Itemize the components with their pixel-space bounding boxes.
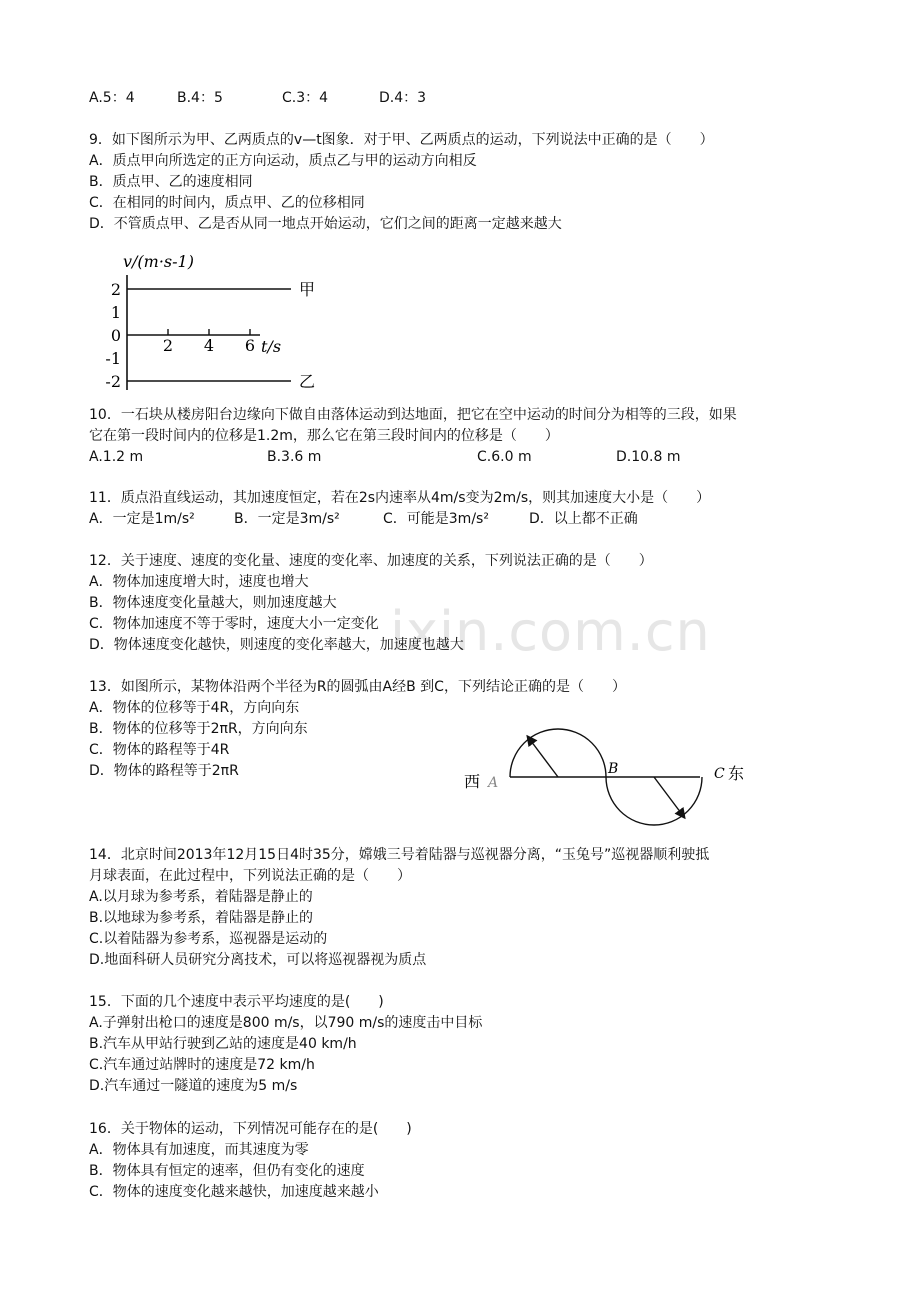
q10-line1: 10．一石块从楼房阳台边缘向下做自由落体运动到达地面，把它在空中运动的时间分为相等的三段，如果 xyxy=(89,407,737,423)
lower-semicircle xyxy=(606,777,702,825)
q10-options xyxy=(89,447,789,467)
arc-figure xyxy=(460,725,760,835)
q13-option-a: A．物体的位移等于4R，方向向东 xyxy=(89,700,300,716)
q13-option-d: D．物体的路程等于2πR xyxy=(89,763,239,779)
x-axis-label: t/s xyxy=(261,337,282,356)
q16-option-a: A．物体具有加速度，而其速度为零 xyxy=(89,1142,309,1158)
y-tick-label: 2 xyxy=(110,280,121,299)
watermark: ixin.com.cn xyxy=(390,600,711,663)
q14-option-c: C.以着陆器为参考系，巡视器是运动的 xyxy=(89,931,328,947)
q10-option-b: B.3.6 m xyxy=(267,449,322,465)
q10-option-a: A.1.2 m xyxy=(89,449,144,465)
upper-semicircle xyxy=(510,729,606,777)
q8-options xyxy=(89,88,649,108)
q13-option-b: B．物体的位移等于2πR，方向向东 xyxy=(89,721,308,737)
q12-stem: 12．关于速度、速度的变化量、速度的变化率、加速度的关系，下列说法正确的是（ ） xyxy=(89,553,653,569)
q11-option-d: D．以上都不正确 xyxy=(529,511,638,527)
q10-option-c: C.6.0 m xyxy=(477,449,532,465)
q11-option-a: A．一定是1m/s² xyxy=(89,511,195,527)
q8-option-d: D.4：3 xyxy=(379,90,427,106)
q9-stem: 9．如下图所示为甲、乙两质点的v—t图象．对于甲、乙两质点的运动，下列说法中正确的是（ ） xyxy=(89,132,714,148)
q14-option-d: D.地面科研人员研究分离技术，可以将巡视器视为质点 xyxy=(89,952,427,968)
q16-option-c: C．物体的速度变化越来越快，加速度越来越小 xyxy=(89,1184,379,1200)
q15-option-c: C.汽车通过站牌时的速度是72 km/h xyxy=(89,1057,315,1073)
q11-options xyxy=(89,509,789,529)
point-a-label: A xyxy=(488,775,499,791)
point-b-label: B xyxy=(608,761,619,777)
q14-line2: 月球表面，在此过程中，下列说法正确的是（ ） xyxy=(89,868,411,884)
q9-option-a: A．质点甲向所选定的正方向运动，质点乙与甲的运动方向相反 xyxy=(89,153,477,169)
q15-option-a: A.子弹射出枪口的速度是800 m/s，以790 m/s的速度击中目标 xyxy=(89,1015,483,1031)
q12-option-d: D．物体速度变化越快，则速度的变化率越大，加速度也越大 xyxy=(89,637,464,653)
q15-option-b: B.汽车从甲站行驶到乙站的速度是40 km/h xyxy=(89,1036,357,1052)
lower-radius-arrow xyxy=(654,777,684,817)
q13-stem: 13．如图所示，某物体沿两个半径为R的圆弧由A经B 到C，下列结论正确的是（ ） xyxy=(89,679,626,695)
q14-option-a: A.以月球为参考系，着陆器是静止的 xyxy=(89,889,313,905)
q16-stem: 16．关于物体的运动，下列情况可能存在的是( ) xyxy=(89,1121,412,1137)
y-tick-label: -1 xyxy=(105,349,121,368)
q14-line1: 14．北京时间2013年12月15日4时35分，嫦娥三号着陆器与巡视器分离，“玉兔号”巡视器顺利驶抵 xyxy=(89,847,710,863)
x-tick-label: 6 xyxy=(244,336,256,355)
q8-option-b: B.4：5 xyxy=(177,90,223,106)
q12-option-b: B．物体速度变化量越大，则加速度越大 xyxy=(89,595,337,611)
q14-option-b: B.以地球为参考系，着陆器是静止的 xyxy=(89,910,314,926)
east-label: 东 xyxy=(728,764,745,783)
q11-option-b: B．一定是3m/s² xyxy=(234,511,340,527)
vt-chart xyxy=(95,245,316,400)
x-tick-label: 4 xyxy=(203,336,215,355)
q15-option-d: D.汽车通过一隧道的速度为5 m/s xyxy=(89,1078,298,1094)
series-label-2: 乙 xyxy=(299,372,316,391)
q10-option-d: D.10.8 m xyxy=(616,449,681,465)
series-label-1: 甲 xyxy=(299,280,316,299)
q12-option-a: A．物体加速度增大时，速度也增大 xyxy=(89,574,309,590)
x-tick-label: 2 xyxy=(162,336,174,355)
q11-option-c: C．可能是3m/s² xyxy=(383,511,489,527)
q10-line2: 它在第一段时间内的位移是1.2m，那么它在第三段时间内的位移是（ ） xyxy=(89,428,559,444)
q11-stem: 11．质点沿直线运动，其加速度恒定，若在2s内速率从4m/s变为2m/s，则其加速度大小是（ ） xyxy=(89,490,711,506)
q12-option-c: C．物体加速度不等于零时，速度大小一定变化 xyxy=(89,616,379,632)
y-axis-label: v/(m·s-1) xyxy=(123,252,194,271)
q15-stem: 15．下面的几个速度中表示平均速度的是( ) xyxy=(89,994,384,1010)
q13-option-c: C．物体的路程等于4R xyxy=(89,742,230,758)
point-c-label: C xyxy=(714,766,725,782)
q9-option-d: D．不管质点甲、乙是否从同一地点开始运动，它们之间的距离一定越来越大 xyxy=(89,216,562,232)
q9-option-b: B．质点甲、乙的速度相同 xyxy=(89,174,253,190)
y-tick-label: -2 xyxy=(105,372,121,391)
y-tick-label: 1 xyxy=(110,303,121,322)
q8-option-a: A.5：4 xyxy=(89,90,135,106)
q8-option-c: C.3：4 xyxy=(282,90,329,106)
west-label: 西 xyxy=(464,772,481,791)
upper-radius-arrow xyxy=(528,737,558,777)
q16-option-b: B．物体具有恒定的速率，但仍有变化的速度 xyxy=(89,1163,365,1179)
y-tick-label: 0 xyxy=(110,326,121,345)
q9-option-c: C．在相同的时间内，质点甲、乙的位移相同 xyxy=(89,195,365,211)
